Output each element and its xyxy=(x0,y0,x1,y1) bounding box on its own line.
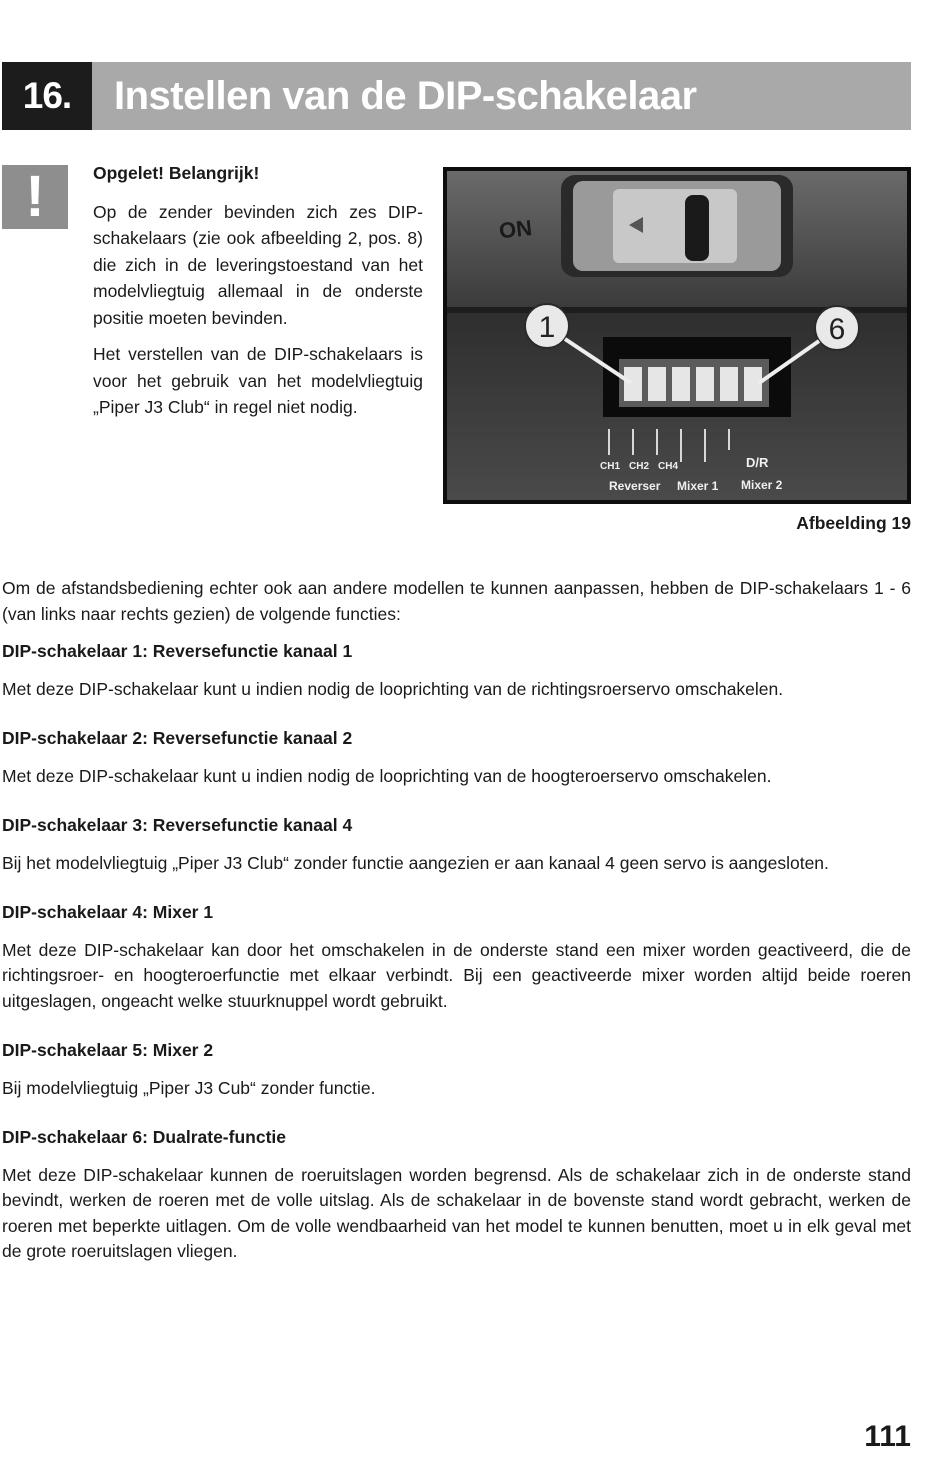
label-dr: D/R xyxy=(746,455,769,470)
label-ch1: CH1 xyxy=(600,461,621,472)
paragraph: Met deze DIP-schakelaar kunt u indien nodig de looprichting van de richtingsroerservo omschakelen. xyxy=(2,678,784,699)
callout-6: 6 xyxy=(828,313,846,346)
page-number: 111 xyxy=(864,1420,911,1453)
main-text xyxy=(2,576,911,1289)
subheading: DIP-schakelaar 2: Reversefunctie kanaal 2 xyxy=(2,728,353,748)
section-title: Instellen van de DIP-schakelaar xyxy=(114,74,697,118)
callout-1: 1 xyxy=(538,311,556,344)
intro-paragraph: Om de afstandsbediening echter ook aan andere modellen te kunnen aanpassen, hebben de DIP-schakelaars 1 - 6 (van links naar rechts gezien) de volgende functies: xyxy=(2,578,911,624)
label-mixer1: Mixer 1 xyxy=(677,479,719,493)
paragraph: Bij het modelvliegtuig „Piper J3 Club“ zonder functie aangezien er aan kanaal 4 geen servo is aangesloten. xyxy=(2,852,829,873)
warning-heading: Opgelet! Belangrijk! xyxy=(93,163,260,183)
paragraph: Bij modelvliegtuig „Piper J3 Cub“ zonder functie. xyxy=(2,1077,376,1098)
label-reverser: Reverser xyxy=(609,479,661,493)
subheading: DIP-schakelaar 3: Reversefunctie kanaal 4 xyxy=(2,815,353,835)
subheading: DIP-schakelaar 4: Mixer 1 xyxy=(2,902,214,922)
paragraph: Met deze DIP-schakelaar kunnen de roeruitslagen worden begrensd. Als de schakelaar zich in de onderste stand bevindt, werken de roeren met de volle uitslag. Als de schakelaar in de bovenste stand wordt gebracht, werken de roeren met beperkte uitlagen. Om de volle wendbaarheid van het model te kunnen benutten, moet u in elk geval met de grote roeruitslagen vliegen. xyxy=(2,1164,911,1261)
label-ch2: CH2 xyxy=(629,461,650,472)
on-label: ON xyxy=(497,215,534,244)
label-mixer2: Mixer 2 xyxy=(741,478,783,492)
paragraph: Met deze DIP-schakelaar kan door het omschakelen in de onderste stand een mixer worden geactiveerd, die de richtingsroer- en hoogteroerfunctie met elkaar verbindt. Bij een geactiveerde mixer worden altijd beide roeren uitgeslagen, ongeacht welke stuurknuppel wordt gebruikt. xyxy=(2,939,911,1011)
subheading: DIP-schakelaar 1: Reversefunctie kanaal 1 xyxy=(2,641,353,661)
subheading: DIP-schakelaar 5: Mixer 2 xyxy=(2,1040,214,1060)
warning-note xyxy=(93,160,423,431)
exclamation-icon: ! xyxy=(2,165,68,229)
warning-paragraph: Het verstellen van de DIP-schakelaars is voor het gebruik van het modelvliegtuig „Piper J3 Club“ in regel niet nodig. xyxy=(93,344,423,417)
warning-paragraph: Op de zender bevinden zich zes DIP-schakelaars (zie ook afbeelding 2, pos. 8) die zich in de leveringstoestand van het modelvliegtuig allemaal in de onderste positie moeten bevinden. xyxy=(93,201,423,328)
figure-caption: Afbeelding 19 xyxy=(796,513,911,533)
subheading: DIP-schakelaar 6: Dualrate-functie xyxy=(2,1127,286,1147)
section-header xyxy=(2,62,911,130)
dip-switch-photo xyxy=(443,167,911,504)
section-number: 16. xyxy=(2,62,92,130)
label-ch4: CH4 xyxy=(658,461,679,472)
paragraph: Met deze DIP-schakelaar kunt u indien nodig de looprichting van de hoogteroerservo omschakelen. xyxy=(2,765,772,786)
